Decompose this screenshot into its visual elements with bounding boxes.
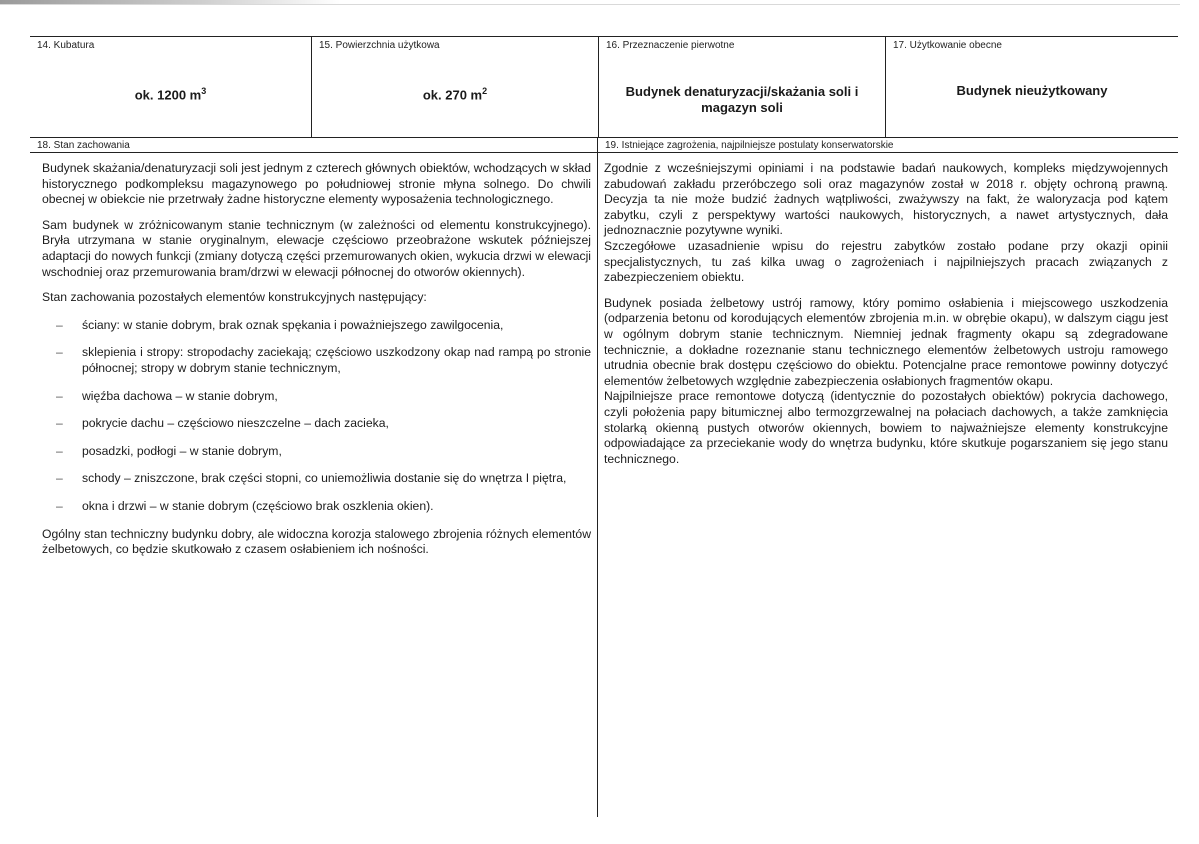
divider xyxy=(30,152,597,153)
list-item: – więźba dachowa – w stanie dobrym, xyxy=(42,389,591,405)
paragraph: Szczegółowe uzasadnienie wpisu do rejestru zabytków zostało podane przy okazji opinii specjalistycznych, tu zaś kilka uwag o zagrożeniach i najpilniejszych pracach związanych z zabezpieczeniem obiektu. xyxy=(604,238,1168,285)
section-body xyxy=(598,153,1178,467)
list-item: – okna i drzwi – w stanie dobrym (częściowo brak oszklenia okien). xyxy=(42,499,591,515)
paragraph: Sam budynek w zróżnicowanym stanie technicznym (w zależności od elementu konstrukcyjnego). Bryła utrzymana w stanie oryginalnym, elewacje częściowo przeobrażone wskutek późniejszej adaptacji do nowych funkcji (zmiany dotyczą części przemurowanych okien, wykucia drzwi w elewacji wschodniej oraz przemurowania bram/drzwi w elewacji północnej do otworów okiennych). xyxy=(42,217,591,279)
section-label: 18. Stan zachowania xyxy=(37,140,130,151)
list-item: – posadzki, podłogi – w stanie dobrym, xyxy=(42,444,591,460)
field-label: 17. Użytkowanie obecne xyxy=(893,40,1002,51)
field-uzytkowanie xyxy=(886,37,1178,137)
section-zagrozenia xyxy=(598,137,1178,817)
paragraph: Budynek skażania/denaturyzacji soli jest jednym z czterech głównych obiektów, wchodzących w skład historycznego podkompleksu magazynowego po południowej stronie młyna solnego. Do chwili obecnej w obiekcie nie przetrwały żadne historyczne elementy wyposażenia technologicznego. xyxy=(42,161,591,207)
field-label: 15. Powierzchnia użytkowa xyxy=(319,40,440,51)
field-powierzchnia xyxy=(312,37,599,137)
field-label: 14. Kubatura xyxy=(37,40,95,51)
value-text: ok. 270 m xyxy=(422,87,483,103)
divider xyxy=(598,152,1178,153)
list-item: – pokrycie dachu – częściowo nieszczelne – dach zacieka, xyxy=(42,416,591,432)
form-top-row xyxy=(30,36,1178,138)
page-edge-line xyxy=(0,4,1180,5)
section-label: 19. Istniejące zagrożenia, najpilniejsze postulaty konserwatorskie xyxy=(605,140,894,151)
list-item: – sklepienia i stropy: stropodachy zaciekają; częściowo uszkodzony okap nad rampą po stronie północnej; stropy w dobrym stanie technicznym, xyxy=(42,345,591,376)
field-value: Budynek nieużytkowany xyxy=(956,83,1108,98)
unit-exponent: 3 xyxy=(201,86,207,96)
field-value xyxy=(30,83,311,103)
element-list xyxy=(42,318,591,515)
paragraph: Zgodnie z wcześniejszymi opiniami i na podstawie badań naukowych, kompleks międzywojennych zabudowań zakładu przeróbczego soli oraz magazynów został w 2018 r. objęty ochroną prawną. Decyzja ta nie może budzić żadnych wątpliwości, zważywszy na fakt, że waloryzacja pod kątem zabytku, czyli z perspektywy wartości naukowych, historycznych, a nawet artystycznych, dała jednoznacznie pozytywne wyniki. xyxy=(604,161,1168,238)
field-label: 16. Przeznaczenie pierwotne xyxy=(606,40,735,51)
field-kubatura xyxy=(30,37,312,137)
list-item: – ściany: w stanie dobrym, brak oznak spękania i poważniejszego zawilgocenia, xyxy=(42,318,591,334)
field-value: Budynek denaturyzacji/skażania soli i magazyn soli xyxy=(625,84,859,115)
paragraph: Najpilniejsze prace remontowe dotyczą (identycznie do pozostałych obiektów) pokrycia dachowego, czyli położenia papy bitumicznej albo termozgrzewalnej na połaciach dachowych, a także zamknięcia stolarką okienną pustych otworów okiennych, bowiem to najważniejsze elementy konstrukcyjne odpowiadające za przeciekanie wody do wnętrza budynku, które skutkuje pogarszaniem się jego stanu technicznego. xyxy=(604,389,1168,466)
paragraph: Ogólny stan techniczny budynku dobry, ale widoczna korozja stalowego zbrojenia różnych elementów żelbetowych, co będzie skutkowało z czasem osłabieniem ich nośności. xyxy=(42,526,591,557)
field-przeznaczenie xyxy=(599,37,886,137)
section-body xyxy=(30,153,597,558)
list-item: – schody – zniszczone, brak części stopni, co uniemożliwia dostanie się do wnętrza I piętra, xyxy=(42,471,591,487)
value-text: ok. 1200 m xyxy=(134,87,202,103)
paragraph: Stan zachowania pozostałych elementów konstrukcyjnych następujący: xyxy=(42,290,427,305)
unit-exponent: 2 xyxy=(482,86,488,96)
form-bottom-row xyxy=(30,137,1178,817)
paragraph: Budynek posiada żelbetowy ustrój ramowy, który pomimo osłabienia i miejscowego uszkodzenia (odparzenia betonu od korodujących elementów zbrojenia m.in. w obrębie okapu), w dalszym ciągu jest w ogólnym dobrym stanie technicznym. Niemniej jednak fragmenty okapu są zdegradowane technicznie, a dokładne rozeznanie stanu technicznego elementów żelbetowych ustroju ramowego utrudnia obecnie brak dostępu częściowo do obiektu. Potencjalne prace remontowe powinny dotyczyć elementów żelbetowych względnie zabezpieczenia osłabionych fragmentów okapu. xyxy=(604,295,1168,388)
field-value xyxy=(312,83,598,103)
section-stan-zachowania xyxy=(30,137,598,817)
